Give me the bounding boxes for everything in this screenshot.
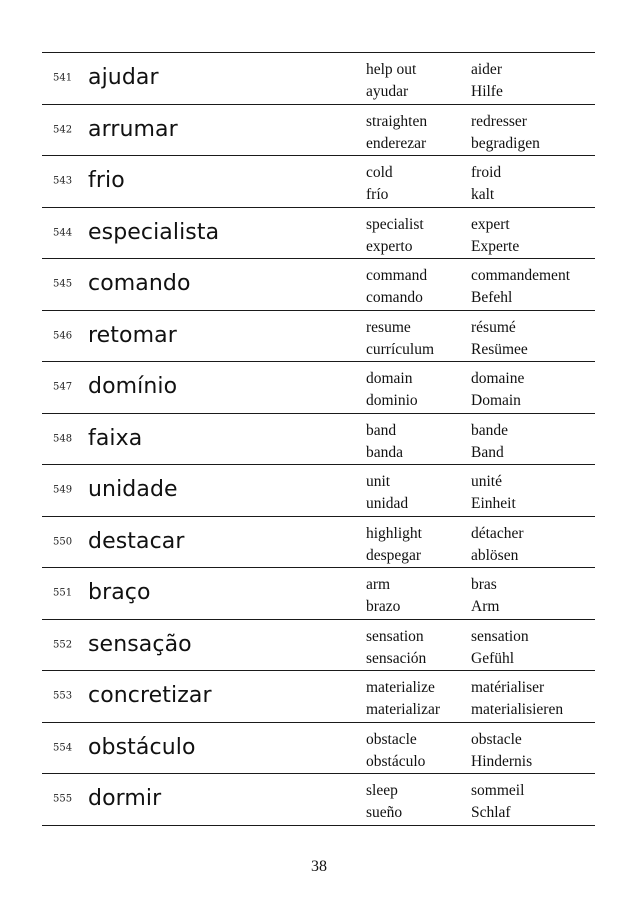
english-translation: unit [366, 473, 391, 490]
english-spanish-translations [366, 368, 418, 412]
vocab-row [42, 105, 595, 157]
spanish-translation: sensación [366, 649, 427, 667]
french-translation: sommeil [471, 782, 525, 799]
english-translation: sleep [366, 782, 398, 799]
spanish-translation: unidad [366, 495, 409, 512]
vocab-row [42, 517, 595, 569]
portuguese-word: faixa [88, 425, 143, 451]
english-spanish-translations [366, 265, 427, 309]
english-translation: command [366, 267, 428, 284]
portuguese-word: braço [88, 580, 151, 606]
german-translation: ablösen [471, 546, 519, 564]
french-german-translations [471, 317, 528, 361]
french-german-translations [471, 214, 519, 258]
portuguese-word: unidade [88, 477, 178, 503]
spanish-translation: comando [366, 289, 423, 306]
vocab-row [42, 362, 595, 414]
english-spanish-translations [366, 471, 408, 515]
english-spanish-translations [366, 574, 400, 618]
spanish-translation: banda [366, 443, 404, 461]
vocab-row [42, 156, 595, 208]
spanish-translation: frío [366, 186, 389, 203]
spanish-translation: currículum [366, 340, 435, 358]
english-translation: obstacle [366, 730, 417, 748]
french-translation: aider [471, 61, 502, 78]
french-german-translations [471, 162, 501, 206]
english-translation: help out [366, 61, 417, 78]
french-translation: sensation [471, 627, 529, 645]
spanish-translation: enderezar [366, 134, 427, 152]
vocab-row [42, 208, 595, 260]
french-translation: unité [471, 473, 502, 490]
vocab-row [42, 53, 595, 105]
french-translation: domaine [471, 370, 525, 387]
german-translation: Domain [471, 392, 521, 409]
english-spanish-translations [366, 420, 403, 464]
french-translation: commandement [471, 267, 570, 284]
french-translation: matérialiser [471, 679, 545, 696]
vocab-row [42, 414, 595, 466]
english-spanish-translations [366, 780, 402, 824]
german-translation: Band [471, 443, 504, 461]
french-german-translations [471, 626, 529, 670]
german-translation: Experte [471, 237, 520, 255]
english-spanish-translations [366, 729, 425, 773]
portuguese-word: dormir [88, 786, 162, 812]
french-translation: redresser [471, 112, 527, 130]
portuguese-word: retomar [88, 322, 177, 348]
portuguese-word: especialista [88, 219, 220, 245]
portuguese-word: destacar [88, 528, 185, 554]
entry-number: 547 [53, 381, 73, 393]
french-german-translations [471, 265, 570, 309]
spanish-translation: obstáculo [366, 752, 426, 770]
spanish-translation: materializar [366, 701, 441, 718]
english-translation: straighten [366, 112, 428, 130]
portuguese-word: ajudar [88, 65, 159, 91]
english-translation: sensation [366, 627, 424, 645]
spanish-translation: experto [366, 237, 413, 255]
german-translation: Hilfe [471, 83, 503, 100]
page-number: 38 [311, 858, 327, 875]
french-translation: froid [471, 164, 502, 181]
english-translation: domain [366, 370, 413, 387]
vocab-row [42, 465, 595, 517]
german-translation: Schlaf [471, 804, 511, 821]
french-translation: obstacle [471, 730, 522, 748]
english-translation: specialist [366, 215, 424, 233]
german-translation: Arm [471, 598, 500, 615]
french-translation: détacher [471, 524, 524, 542]
french-german-translations [471, 780, 524, 824]
portuguese-word: domínio [88, 374, 178, 400]
entry-number: 545 [53, 278, 73, 290]
portuguese-word: obstáculo [88, 734, 196, 760]
english-translation: highlight [366, 524, 422, 542]
vocab-row [42, 620, 595, 672]
vocab-row [42, 671, 595, 723]
entry-number: 546 [53, 330, 73, 342]
german-translation: Befehl [471, 289, 513, 306]
french-german-translations [471, 523, 524, 567]
portuguese-word: arrumar [88, 116, 178, 142]
french-german-translations [471, 677, 563, 721]
german-translation: materialisieren [471, 701, 564, 718]
german-translation: Hindernis [471, 752, 533, 770]
entry-number: 549 [53, 484, 73, 496]
entry-number: 548 [53, 433, 73, 445]
vocab-row [42, 568, 595, 620]
french-german-translations [471, 471, 516, 515]
spanish-translation: sueño [366, 804, 403, 821]
entry-number: 544 [53, 227, 73, 239]
french-german-translations [471, 59, 503, 103]
german-translation: Gefühl [471, 649, 515, 667]
french-translation: bande [471, 421, 509, 439]
english-spanish-translations [366, 59, 416, 103]
portuguese-word: concretizar [88, 683, 212, 709]
english-spanish-translations [366, 317, 434, 361]
english-spanish-translations [366, 214, 424, 258]
entry-number: 550 [53, 536, 73, 548]
english-spanish-translations [366, 162, 393, 206]
german-translation: Resümee [471, 340, 528, 358]
entry-number: 552 [53, 639, 73, 651]
english-spanish-translations [366, 677, 440, 721]
french-translation: résumé [471, 318, 516, 336]
german-translation: Einheit [471, 495, 516, 512]
portuguese-word: sensação [88, 631, 192, 657]
french-german-translations [471, 420, 508, 464]
french-translation: expert [471, 215, 510, 233]
french-german-translations [471, 368, 524, 412]
french-german-translations [471, 111, 540, 155]
english-spanish-translations [366, 111, 427, 155]
spanish-translation: despegar [366, 546, 422, 564]
spanish-translation: brazo [366, 598, 401, 615]
portuguese-word: comando [88, 271, 191, 297]
vocab-row [42, 311, 595, 363]
english-translation: resume [366, 318, 411, 336]
english-spanish-translations [366, 523, 422, 567]
entry-number: 554 [53, 742, 73, 754]
entry-number: 555 [53, 793, 73, 805]
spanish-translation: ayudar [366, 83, 409, 100]
french-german-translations [471, 729, 532, 773]
english-spanish-translations [366, 626, 426, 670]
vocab-row [42, 723, 595, 775]
french-translation: bras [471, 576, 497, 593]
german-translation: begradigen [471, 134, 540, 152]
entry-number: 551 [53, 587, 73, 599]
entry-number: 541 [53, 72, 73, 84]
english-translation: band [366, 421, 397, 439]
german-translation: kalt [471, 186, 495, 203]
portuguese-word: frio [88, 168, 125, 194]
french-german-translations [471, 574, 499, 618]
vocabulary-table [42, 52, 595, 826]
english-translation: arm [366, 576, 391, 593]
spanish-translation: dominio [366, 392, 418, 409]
vocab-row [42, 259, 595, 311]
english-translation: materialize [366, 679, 435, 696]
vocab-row [42, 774, 595, 826]
entry-number: 542 [53, 124, 73, 136]
entry-number: 553 [53, 690, 73, 702]
english-translation: cold [366, 164, 393, 181]
entry-number: 543 [53, 175, 73, 187]
